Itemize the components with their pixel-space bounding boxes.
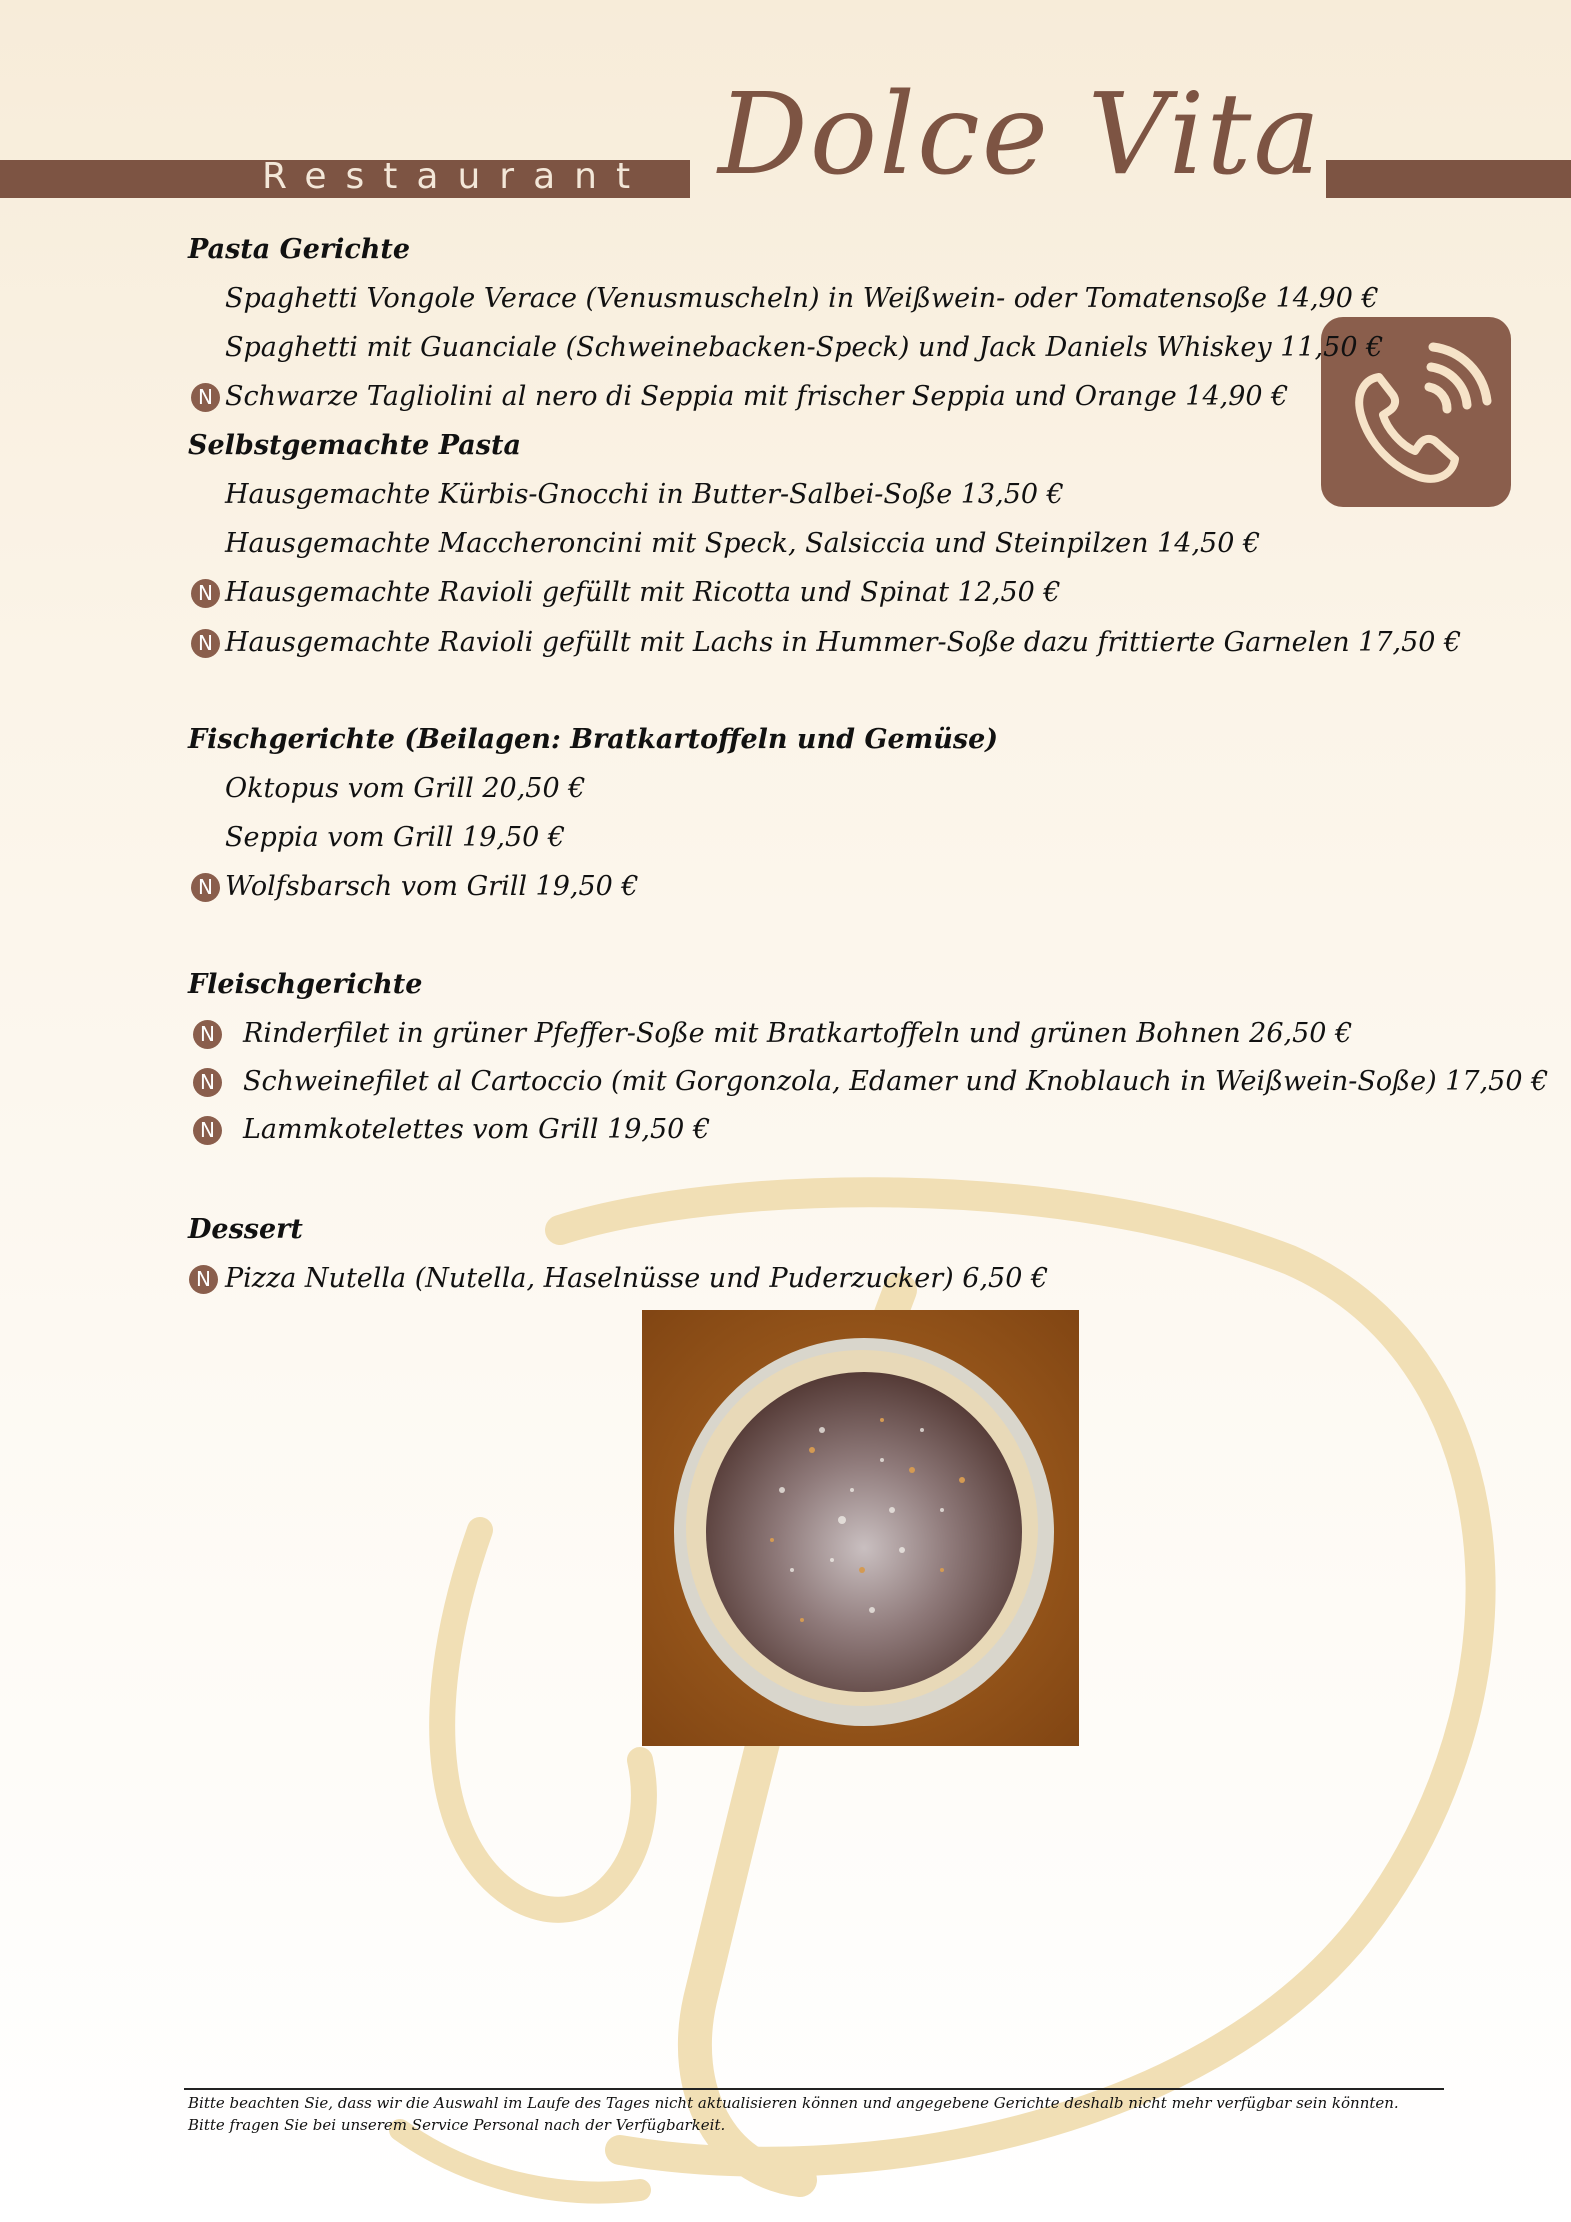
- badge-n-icon: N: [191, 579, 220, 608]
- section-heading-pasta-gerichte: Pasta Gerichte: [188, 234, 411, 265]
- menu-item: Oktopus vom Grill 20,50 €: [225, 773, 586, 804]
- menu-item: Hausgemachte Maccheroncini mit Speck, Salsiccia und Steinpilzen 14,50 €: [225, 528, 1261, 559]
- logo-text: Dolce Vita: [718, 70, 1323, 200]
- menu-item: Spaghetti Vongole Verace (Venusmuscheln) in Weißwein- oder Tomatensoße 14,90 €: [225, 283, 1379, 314]
- menu-item: Wolfsbarsch vom Grill 19,50 €: [225, 871, 639, 902]
- section-heading-dessert: Dessert: [188, 1214, 303, 1245]
- badge-n-icon: N: [193, 1020, 222, 1049]
- pizza-nutella-image: [642, 1310, 1079, 1746]
- badge-n-icon: N: [189, 1265, 218, 1294]
- menu-item: Hausgemachte Ravioli gefüllt mit Ricotta und Spinat 12,50 €: [225, 577, 1061, 608]
- header-bar-right: [1326, 160, 1571, 198]
- menu-item: Schweinefilet al Cartoccio (mit Gorgonzola, Edamer und Knoblauch in Weißwein-Soße) 17,50 €: [243, 1066, 1549, 1097]
- menu-item: Schwarze Tagliolini al nero di Seppia mit frischer Seppia und Orange 14,90 €: [225, 381, 1289, 412]
- menu-item: Hausgemachte Kürbis-Gnocchi in Butter-Salbei-Soße 13,50 €: [225, 479, 1064, 510]
- restaurant-label: Restaurant: [262, 156, 650, 197]
- badge-n-icon: N: [193, 1068, 222, 1097]
- section-heading-fischgerichte: Fischgerichte (Beilagen: Bratkartoffeln und Gemüse): [188, 724, 999, 755]
- menu-item: Lammkotelettes vom Grill 19,50 €: [243, 1114, 711, 1145]
- badge-n-icon: N: [191, 873, 220, 902]
- badge-n-icon: N: [191, 383, 220, 412]
- footer-divider: [184, 2088, 1444, 2090]
- menu-item: Seppia vom Grill 19,50 €: [225, 822, 566, 853]
- footer-note: Bitte beachten Sie, dass wir die Auswahl im Laufe des Tages nicht aktualisieren können und angegebene Gerichte deshalb nicht mehr verfügbar sein könnten. Bitte fragen Sie bei unserem Service Personal nach der Verfügbarkeit.: [188, 2094, 1399, 2134]
- badge-n-icon: N: [191, 629, 220, 658]
- section-heading-selbstgemachte-pasta: Selbstgemachte Pasta: [188, 430, 521, 461]
- menu-item: Hausgemachte Ravioli gefüllt mit Lachs in Hummer-Soße dazu frittierte Garnelen 17,50 €: [225, 627, 1462, 658]
- menu-item: Rinderfilet in grüner Pfeffer-Soße mit Bratkartoffeln und grünen Bohnen 26,50 €: [243, 1018, 1353, 1049]
- menu-item: Spaghetti mit Guanciale (Schweinebacken-Speck) und Jack Daniels Whiskey 11,50 €: [225, 332, 1384, 363]
- menu-item: Pizza Nutella (Nutella, Haselnüsse und Puderzucker) 6,50 €: [225, 1263, 1049, 1294]
- section-heading-fleischgerichte: Fleischgerichte: [188, 969, 423, 1000]
- badge-n-icon: N: [193, 1116, 222, 1145]
- pizza-nutella-photo: [642, 1310, 1079, 1746]
